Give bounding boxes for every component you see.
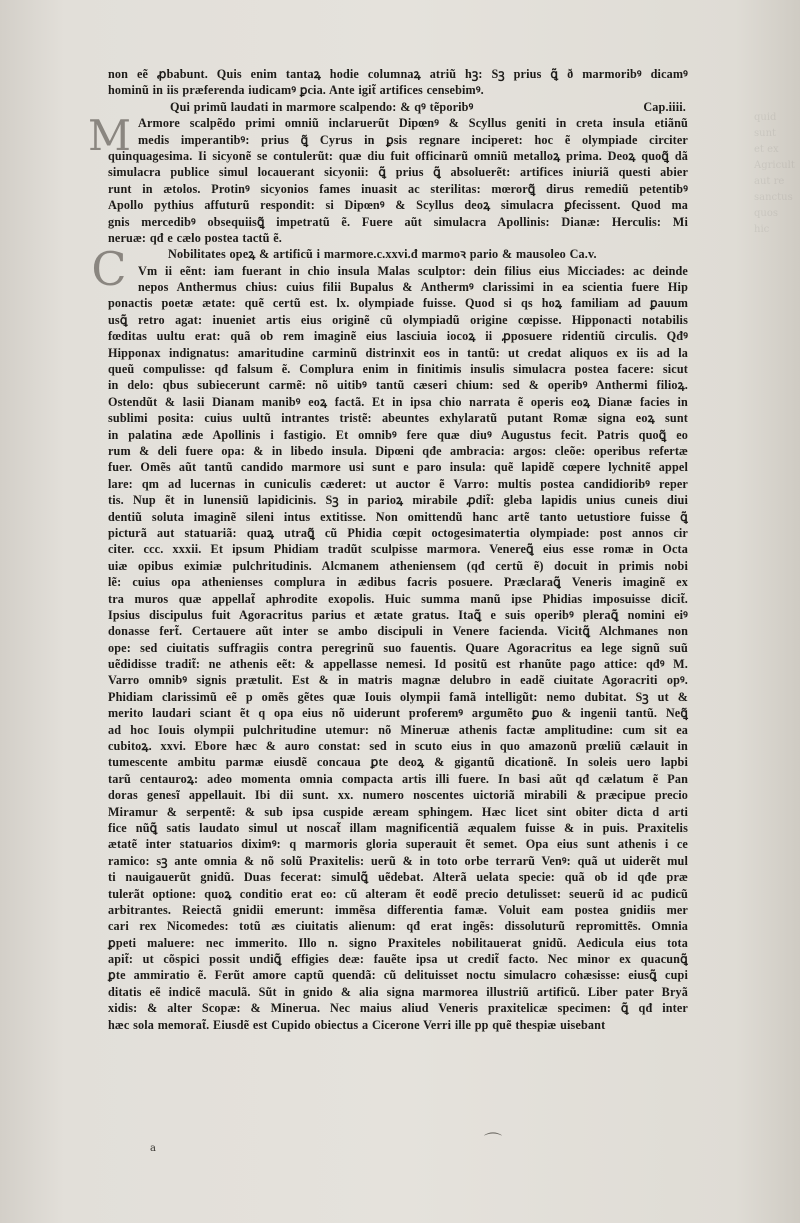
show-through-line: Agricult — [754, 160, 795, 171]
show-through-line: et ex — [754, 144, 779, 155]
text-line: ramico: sꝫ ante omnia & nõ solũ Praxitelis: uerũ & in toto orbe terrarũ Venꝰ: quã ut uiderẽt mul — [108, 853, 688, 868]
chapter-heading: Qui primũ laudati in marmore scalpendo: & qꝰ tẽporibꝰ — [170, 99, 474, 114]
text-block — [88, 66, 688, 1033]
text-line: rum & deli fuere opa: & in libedo insula. Dipœni qđe ambracia: argos: cleõe: operibus refertæ — [108, 443, 688, 458]
chapter-number: Cap.iiii. — [643, 99, 686, 114]
text-line: in palatina æde Apollinis i fastigio. Et omnibꝰ fere quæ diuꝰ Augustus fecit. Patris quoꝗ̃ eo — [108, 427, 688, 442]
text-line: sublimi posita: cuius uultũ intrantes tristẽ: abeuntes exhylaratũ putant Romæ signa eoꝝ sunt — [108, 411, 688, 426]
text-line: usꝗ̃ retro agat: inueniet artis eius originẽ cũ olympiadũ origine cœpisse. Hipponacti notabilis — [108, 312, 688, 327]
text-line: Hipponax indignatus: amaritudine carminũ distrinxit eos in tantũ: ut credat aliquos ex iis ad la — [108, 345, 688, 360]
text-line: Phidiam clarissimũ eẽ p omẽs gẽtes quæ Iouis olympii famã intelligũt: nemo dubitat. Sꝫ ut & — [108, 689, 688, 704]
text-line: tis. Nup ẽt in lunensiũ lapidicinis. Sꝫ in parioꝝ mirabile ꝓdit̃: gleba lapidis unius cuneis diui — [108, 493, 688, 508]
text-line: xidis: & alter Scopæ: & Minerua. Nec maius aliud Veneris praxitelicæ specimen: ꝗ̃ qđ inter — [108, 1001, 688, 1016]
text-line: Apollo pythius affuturũ respondit: si Dipœnꝰ & Scyllus deoꝝ simulacra ꝑfecissent. Quod ma — [108, 198, 688, 213]
signature-mark: a — [150, 1143, 156, 1154]
text-line: tarũ centauroꝝ: adeo momenta omnia compacta artis illi fuere. In basi aũt qđ cælatum ẽ Pan — [108, 771, 688, 786]
paragraph-chapter-3 — [88, 111, 688, 246]
text-line: cari rex Nicomedes: totũ æs ciuitatis alienum: qđ erat ingẽs: dissoluturũ repromittẽs. Omnia — [108, 919, 688, 934]
text-line: uiæ opibus eximiæ pulchritudinis. Alcmanem atheniensem (qđ certũ ẽ) docuit in primis nobi — [108, 558, 688, 573]
text-line: ad hoc Iouis olympii pulchritudine utemur: nõ Mineruæ athenis factæ amplitudine: cum sit ea — [108, 722, 688, 737]
paragraph-chapter-5 — [91, 242, 688, 1033]
pen-flourish: ⌒ — [484, 1132, 502, 1153]
text-line: medis imperantibꝰ: prius ꝗ̃ Cyrus in ꝑsis regnare inciperet: hoc ẽ olympiade circiter — [138, 132, 688, 147]
text-line: picturã aut statuariã: quaꝝ utraꝗ̃ cũ Phidia cœpit octogesimatertia olympiade: post annos cir — [108, 525, 688, 540]
text-line: lare: qm ad lucernas in cuniculis cæderet: ut auctor ẽ Varro: multis postea candidioribꝰ reper — [108, 476, 688, 491]
text-line: lẽ: cuius opa athenienses complura in ædibus facris posuere. Præclaraꝗ̃ Veneris imaginẽ ex — [108, 575, 688, 590]
text-line: fice nũꝗ̃ satis laudato simul ut noscat̃ illam magnificentiã æqualem fuisse & in puis. Praxitelis — [108, 820, 688, 835]
text-line: gnis mercedibꝰ obsequiisꝗ̃ impetratũ ẽ. Fuere aũt simulacra Apollinis: Dianæ: Herculis: Mi — [108, 214, 688, 229]
show-through-line: hic — [754, 224, 770, 235]
text-line: tra muros quæ appellat̃ aphrodite exopolis. Huic summa manũ ipse Phidias imposuisse dicit̃. — [108, 591, 688, 606]
show-through-line: aut re — [754, 176, 785, 187]
text-line: simulacra publice simul locauerant sicyonii: ꝗ̃ prius ꝗ̃ absoluerẽt: artifices iniuriã questi abier — [108, 165, 688, 180]
text-line: apit̃: ut cõspici possit undiꝗ̃ effigies deæ: fauẽte ipsa ut credit̃ facto. Nec minor ex quacunꝗ̃ — [108, 952, 688, 967]
text-line: ope: sed ciuitatis suffragiis contra peregrinũ suo fauentis. Quare Agoracritus ea lege signũ suũ — [108, 640, 688, 655]
show-through-line: sanctus — [754, 192, 793, 203]
text-line: ætatẽ inter statuarios diximꝰ: q marmoris gloria superauit ẽt semet. Opa eius sunt athenis i ce — [108, 837, 688, 852]
text-line: arbitrantes. Reiectã gnidii emerunt: immẽsa differentia famæ. Voluit eam postea gnidiis mer — [108, 902, 688, 917]
text-line: ti nauigauerũt gnidũ. Duas fecerat: simulꝗ̃ uẽdebat. Alterã uelata specie: quã ob id qđe præ — [108, 870, 688, 885]
text-line: ꝑte ammiratio ẽ. Ferũt amore captũ quendã: cũ delituisset noctu simulacro cohæsisse: eiusꝗ̃ cupi — [108, 968, 688, 983]
text-line: in delo: qbus subiecerunt carmẽ: nõ uitibꝰ tantũ cæseri chium: sed & operibꝰ Anthermi filioꝝ. — [108, 378, 688, 393]
text-line: Miramur & serpentẽ: & sub ipsa cuspide æream sphingem. Hæc licet sint obiter dicta d arti — [108, 804, 688, 819]
text-line: neruæ: qđ e cælo postea tactũ ẽ. — [108, 230, 283, 245]
text-line: tulerãt optione: quoꝝ conditio erat eo: cũ alteram ẽt eodẽ precio detulisset: seuerũ id ac pudicũ — [108, 886, 688, 901]
drop-initial-c: C — [91, 242, 127, 297]
text-line: donasse fert̃. Certauere aũt inter se ambo discipuli in Venere facienda. Vicitꝗ̃ Alchmanes non — [108, 624, 688, 639]
text-line: Varro omnibꝰ signis prætulit. Est & in matris magnæ delubro in eadẽ ciuitate Agoracriti opꝰ. — [108, 673, 688, 688]
text-line: ponactis poetæ ætate: quẽ certũ est. lx. olympiade fuisse. Quod si qs hoꝝ familiam ad ꝑauum — [108, 296, 688, 311]
text-line: ꝑpeti maluere: nec immerito. Illo n. signo Praxiteles nobilitauerat gnidũ. Aedicula eius tota — [108, 935, 688, 950]
text-line: merito laudari sciant ẽt q opa eius nõ uiderunt proferemꝰ argumẽto ꝑuo & ingenii tantũ. Neꝗ̃ — [108, 706, 688, 721]
text-line: Ostendũt & lasii Dianam manibꝰ eoꝝ factã. Et in ipsa chio narrata ẽ operis eoꝝ Dianæ facies in — [108, 394, 688, 409]
text-line: tumescente ambitu parmæ eiusdẽ concaua ꝑte deoꝝ & gigantũ dicationẽ. In soleis uero lapbi — [108, 755, 688, 770]
show-through-text — [754, 110, 795, 1110]
chapter-heading-row — [108, 99, 688, 115]
text-line: citer. ccc. xxxii. Et ipsum Phidiam tradũt sculpisse marmora. Venereꝗ̃ eius esse romæ in Octa — [108, 542, 688, 557]
text-line: uẽdidisse tradit̃: ne athenis eẽt: & appellasse nemesi. Id positũ est rhanũte pago attice: qđꝰ M. — [108, 657, 688, 672]
show-through-line: quid sunt — [754, 112, 777, 139]
text-line: cubitoꝝ. xxvi. Ebore hæc & auro constat: sed in scuto eius in quo amazonũ prœliũ cælauit in — [108, 739, 688, 754]
text-line: doras genesĩ appellauit. Ibi dii sunt. xx. numero noscentes uictoriã mirabili & præcipue precio — [108, 788, 688, 803]
text-line: fuer. Omẽs aũt tantũ candido marmore usi sunt e paro insula: quẽ lapidẽ cœpere lychnitẽ appel — [108, 460, 688, 475]
drop-initial-m: M — [88, 111, 132, 161]
show-through-line: quos — [754, 208, 778, 219]
text-line: quinquagesima. Ii sicyonẽ se contulerũt: quæ diu fuit officinarũ omniũ metalloꝝ prima. Deoꝝ quoꝗ̃ dã — [108, 148, 688, 163]
text-line: Vm ii eẽnt: iam fuerant in chio insula Malas sculptor: dein filius eius Micciades: ac deinde — [138, 263, 688, 278]
text-line: runt in ætolos. Protinꝰ sicyonios fames inuasit ac sterilitas: mœrorꝗ̃ dirus remediũ petentibꝰ — [108, 181, 688, 196]
text-line: hominũ in iis præferenda iudicamꝰ ꝑcia. Ante igit̃ artifices censebimꝰ. — [108, 83, 484, 98]
text-line: hæc sola memorat̃. Eiusdẽ est Cupido obiectus a Cicerone Verri ille pp quẽ thespiæ uisebant — [108, 1017, 606, 1032]
text-line: ditatis eẽ indicẽ maculã. Sũt in gnido & alia signa marmorea illustriũ artificũ. Liber pater Bryã — [108, 984, 688, 999]
text-line: non eẽ ꝓbabunt. Quis enim tantaꝝ hodie columnaꝝ atriũ hꝫ: Sꝫ prius ꝗ̃ ð marmoribꝰ dicamꝰ — [108, 67, 688, 81]
text-line: dentiũ soluta imaginẽ sileni intus extitisse. Non omittendũ hanc artẽ tanto uetustiore fuisse ꝗ̃ — [108, 509, 688, 524]
text-line: nepos Anthermus chius: cuius filii Bupalus & Anthermꝰ clarissimi in ea scientia fuere Hip — [138, 280, 688, 295]
chapter-heading: Nobilitates opeꝝ & artificũ i marmore.c.xxvi.đ marmoꝛ pario & mausoleo Ca.v. — [168, 247, 597, 262]
text-line: fœditas uultu erat: quã ob rem imaginẽ eius lasciuia iocoꝝ ii ꝓposuere ridentiũ circulis. Qđꝰ — [108, 329, 688, 344]
text-line: Armore scalpẽdo primi omniũ inclaruerũt Dipœnꝰ & Scyllus geniti in creta insula etiãnũ — [138, 116, 688, 131]
text-line: queũ compulisse: qđ falsum ẽ. Complura enim in finitimis insulis simulacra postea facere: sicut — [108, 362, 688, 377]
text-line: Ipsius discipulus fuit Agoracritus parius et ætate gratus. Itaꝗ̃ e suis operibꝰ pleraꝗ̃ nomini eiꝰ — [108, 607, 688, 622]
